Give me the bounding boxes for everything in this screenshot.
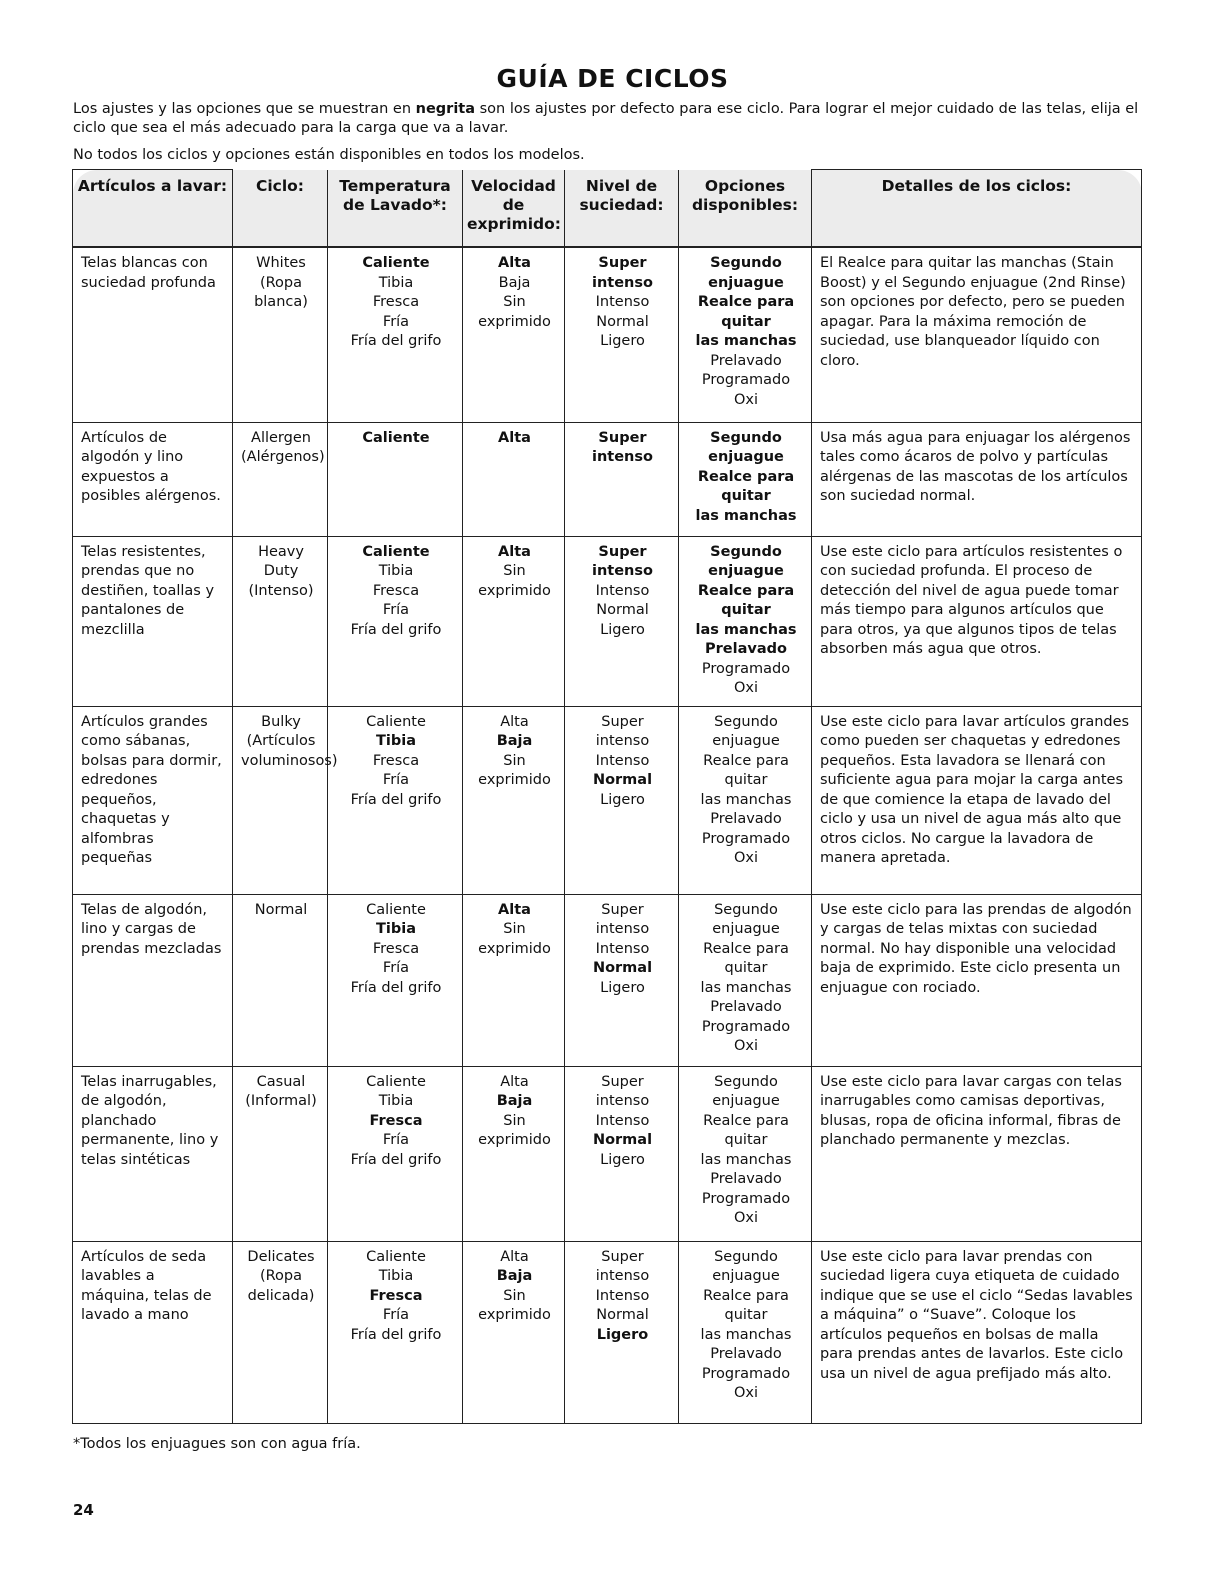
soil-level-value: intenso [592,274,653,291]
cell-soil-level [565,894,679,1066]
temperature-value: Fresca [372,582,420,599]
option-value: quitar [721,488,771,504]
cell-details: El Realce para quitar las manchas (Stain Boost) y el Segundo enjuague (2nd Rinse) son opciones por defecto, pero se pueden apagar. Para la máxima remoción de suciedad, use blanqueador líquido con cloro. [812,247,1142,422]
cell-details: Usa más agua para enjuagar los alérgenos tales como ácaros de polvo y partículas alérgenas de las mascotas de los artículos son suciedad normal. [812,422,1142,536]
option-value: Programado [701,372,791,388]
option-value: enjuague [712,1268,780,1284]
option-value: Prelavado [710,1171,782,1187]
option-value: Segundo [710,255,782,271]
table-row [73,894,1142,1066]
spin-speed-value: Sin [503,294,526,310]
temperature-value: Caliente [366,1248,426,1265]
temperature-value: Fresca [369,1287,423,1304]
spin-speed-value: Sin [503,921,526,937]
soil-level-value: intenso [595,733,650,749]
header-soil-level: Nivel de suciedad: [565,170,679,248]
cell-cycle [233,536,328,706]
cell-soil-level [565,1066,679,1241]
temperature-value: Fresca [372,752,420,769]
cycle-guide-table [72,169,1142,1424]
table-row [73,247,1142,422]
cell-spin-speed [463,247,565,422]
option-value: Segundo [714,1073,778,1090]
cell-temperature [328,894,463,1066]
intro-paragraph [73,100,1163,138]
spin-speed-value: Baja [496,1093,533,1109]
spin-speed-value: Alta [500,713,529,730]
cell-items: Artículos grandes como sábanas, bolsas para dormir, edredones pequeños, chaquetas y alfombras pequeñas [73,706,233,894]
cell-temperature [328,706,463,894]
option-value: Oxi [733,391,759,408]
temperature-value: Fresca [372,294,420,310]
temperature-value: Fría [382,960,410,976]
cell-cycle [233,247,328,422]
temperature-value: Tibia [376,733,416,749]
table-row [73,422,1142,536]
page-title: GUÍA DE CICLOS [496,64,729,93]
soil-level-value: intenso [595,921,650,937]
spin-speed-value: Alta [500,1073,529,1090]
option-value: Realce para [703,1287,789,1304]
header-items: Artículos a lavar: [73,170,233,248]
intro-bold-word: negrita [415,101,476,117]
cell-items: Telas inarrugables, de algodón, planchado permanente, lino y telas sintéticas [73,1066,233,1241]
soil-level-value: Intenso [595,940,650,957]
option-value: Realce para [697,582,795,599]
option-value: quitar [721,602,771,618]
spin-speed-value: Baja [496,733,533,749]
soil-level-value: Intenso [595,1112,650,1129]
header-temperature: Temperatura de Lavado*: [328,170,463,248]
cycle-name-line: (Ropa [259,274,303,291]
temperature-value: Fría [382,1307,410,1323]
cell-options [679,422,812,536]
soil-level-value: Normal [592,1132,653,1148]
spin-speed-value: Alta [498,255,531,271]
cell-cycle [233,422,328,536]
temperature-value: Fría del grifo [350,1151,442,1168]
option-value: enjuague [712,733,780,749]
table-row [73,1066,1142,1241]
soil-level-value: Normal [592,772,653,788]
soil-level-value: Super [601,1248,644,1265]
soil-level-value: Super [601,901,644,918]
cycle-name-line: Casual [256,1073,306,1090]
spin-speed-value: Alta [498,429,531,446]
spin-speed-value: exprimido [478,940,551,957]
cell-spin-speed [463,706,565,894]
cycle-name-line: Delicates [247,1248,315,1265]
spin-speed-value: exprimido [478,582,551,599]
intro-text [73,100,1163,165]
cycle-name-line: Whites [256,255,306,271]
temperature-value: Tibia [378,1268,414,1284]
temperature-value: Tibia [378,274,414,291]
cell-soil-level [565,422,679,536]
option-value: Programado [701,830,791,847]
cell-details: Use este ciclo para lavar artículos grandes como pueden ser chaquetas y edredones pequeños. Esta lavadora se llenará con suficiente agua para mojar la carga antes de que comience la etapa de lavado del ciclo y usa un nivel de agua más alto que otros ciclos. No cargue la lavadora de manera apretada. [812,706,1142,894]
option-value: las manchas [695,621,797,638]
option-value: Segundo [710,543,782,560]
cycle-name-line: (Artículos [246,733,316,749]
temperature-value: Caliente [366,1073,426,1090]
option-value: enjuague [708,449,784,465]
temperature-value: Fría del grifo [350,621,442,638]
cell-spin-speed [463,536,565,706]
option-value: las manchas [700,1151,792,1168]
option-value: quitar [724,1132,768,1148]
cycle-name-line: Bulky [261,713,301,730]
option-value: Prelavado [710,999,782,1015]
soil-level-value: Super [598,543,647,560]
temperature-value: Caliente [362,429,430,446]
option-value: Oxi [733,1038,759,1054]
cell-cycle [233,1241,328,1423]
temperature-value: Fría [382,1132,410,1148]
option-value: Segundo [714,901,778,918]
option-value: quitar [724,772,768,788]
table-row [73,706,1142,894]
soil-level-value: Ligero [596,1326,649,1343]
soil-level-value: intenso [595,1268,650,1284]
header-details: Detalles de los ciclos: [812,170,1142,248]
cell-details: Use este ciclo para artículos resistentes o con suciedad profunda. El proceso de detección del nivel de agua puede tomar más tiempo para algunos artículos que para otros, ya que algunos tipos de telas absorben más agua que otros. [812,536,1142,706]
option-value: Prelavado [710,352,782,369]
temperature-value: Fría del grifo [350,1326,442,1343]
option-value: las manchas [700,791,792,808]
cell-items: Telas resistentes, prendas que no destiñen, toallas y pantalones de mezclilla [73,536,233,706]
temperature-value: Tibia [376,921,416,937]
soil-level-value: Ligero [600,791,645,808]
option-value: Oxi [733,1385,759,1401]
soil-level-value: Intenso [595,1287,650,1304]
spin-speed-value: Alta [500,1248,529,1265]
soil-level-value: Super [601,1073,644,1090]
soil-level-value: Intenso [595,294,650,310]
option-value: Realce para [703,940,789,957]
cycle-name-line: Allergen [251,429,311,446]
cell-temperature [328,422,463,536]
cycle-name-line: blanca) [254,294,308,310]
option-value: Oxi [733,680,759,696]
temperature-value: Fría del grifo [350,791,442,808]
cell-spin-speed [463,894,565,1066]
option-value: Prelavado [710,1346,782,1362]
option-value: quitar [724,960,768,976]
option-value: Programado [701,1190,791,1207]
option-value: Realce para [697,294,795,310]
option-value: Programado [701,1018,791,1035]
cell-items: Artículos de algodón y lino expuestos a posibles alérgenos. [73,422,233,536]
cycle-name-line: (Alérgenos) [241,449,325,465]
cell-details: Use este ciclo para lavar cargas con telas inarrugables como camisas deportivas, blusas, ropa de oficina informal, fibras de planchado permanente y mezclas. [812,1066,1142,1241]
cell-temperature [328,1066,463,1241]
spin-speed-value: Baja [496,1268,533,1284]
cell-soil-level [565,706,679,894]
temperature-value: Fría del grifo [350,979,442,996]
soil-level-value: Ligero [600,333,645,349]
temperature-value: Fría [382,313,410,330]
option-value: enjuague [708,563,784,579]
cell-options [679,894,812,1066]
soil-level-value: Normal [596,602,649,618]
cycle-name-line: Duty [263,563,299,579]
cell-temperature [328,536,463,706]
option-value: Segundo [710,429,782,446]
spin-speed-value: exprimido [478,1307,551,1323]
soil-level-value: Super [598,429,647,446]
cell-options [679,247,812,422]
cycle-name-line: delicada) [247,1287,315,1304]
cell-spin-speed [463,1066,565,1241]
soil-level-value: intenso [592,449,653,465]
option-value: las manchas [695,507,797,524]
option-value: Programado [701,660,791,677]
intro-text-b: son los ajustes por defecto para ese ciclo. Para lograr el mejor cuidado de las telas, elija el ciclo que sea el más adecuado para la carga que va a lavar. [73,101,1139,136]
temperature-value: Caliente [366,901,426,918]
cycle-name-line: (Intenso) [248,582,314,599]
temperature-value: Fría del grifo [350,333,442,349]
spin-speed-value: Sin [503,563,526,579]
option-value: quitar [724,1307,768,1323]
cell-items: Telas de algodón, lino y cargas de prendas mezcladas [73,894,233,1066]
cell-cycle [233,1066,328,1241]
table-row [73,1241,1142,1423]
cell-temperature [328,247,463,422]
soil-level-value: Normal [596,313,649,330]
soil-level-value: Super [601,713,644,730]
soil-level-value: intenso [592,563,653,579]
option-value: enjuague [712,921,780,937]
temperature-value: Fresca [372,940,420,957]
availability-note: No todos los ciclos y opciones están disponibles en todos los modelos. [73,147,585,163]
spin-speed-value: exprimido [478,1132,551,1148]
option-value: Segundo [714,713,778,730]
cell-options [679,1066,812,1241]
cell-soil-level [565,536,679,706]
option-value: Oxi [733,1210,759,1226]
spin-speed-value: Baja [498,274,531,291]
cell-soil-level [565,1241,679,1423]
spin-speed-value: exprimido [478,772,551,788]
temperature-value: Fría [382,772,410,788]
option-value: las manchas [695,333,797,349]
cycle-name-line: voluminosos) [241,752,338,769]
option-value: Realce para [697,468,795,485]
header-options: Opciones disponibles: [679,170,812,248]
cell-temperature [328,1241,463,1423]
header-spin-speed: Velocidad de exprimido: [463,170,565,248]
soil-level-value: Ligero [600,1151,645,1168]
cell-spin-speed [463,422,565,536]
spin-speed-value: Sin [503,1112,526,1129]
temperature-value: Caliente [362,255,430,271]
option-value: Oxi [733,850,759,866]
temperature-value: Tibia [378,563,414,579]
option-value: Realce para [703,1112,789,1129]
option-value: Realce para [703,752,789,769]
spin-speed-value: exprimido [478,313,551,330]
option-value: enjuague [712,1093,780,1109]
soil-level-value: Ligero [600,621,645,638]
spin-speed-value: Alta [498,543,531,560]
temperature-value: Tibia [378,1093,414,1109]
soil-level-value: Normal [592,960,653,976]
temperature-value: Caliente [362,543,430,560]
temperature-value: Fría [382,602,410,618]
cell-spin-speed [463,1241,565,1423]
option-value: Prelavado [705,641,787,657]
cycle-name-line: (Ropa [259,1268,303,1284]
cell-soil-level [565,247,679,422]
table-row [73,536,1142,706]
option-value: las manchas [700,1326,792,1343]
cycle-name-line: (Informal) [245,1093,317,1109]
header-cycle: Ciclo: [233,170,328,248]
cell-options [679,706,812,894]
page-number: 24 [73,1501,94,1519]
option-value: enjuague [708,274,784,291]
cell-details: Use este ciclo para las prendas de algodón y cargas de telas mixtas con suciedad normal. No hay disponible una velocidad baja de exprimido. Este ciclo presenta un enjuague con rociado. [812,894,1142,1066]
soil-level-value: Normal [596,1307,649,1323]
soil-level-value: Super [598,255,647,271]
cell-cycle [233,706,338,894]
cell-options [679,1241,812,1423]
table-header-row [73,170,1142,248]
spin-speed-value: Alta [498,901,531,918]
soil-level-value: Intenso [595,582,650,599]
cell-items: Telas blancas con suciedad profunda [73,247,233,422]
cell-items: Artículos de seda lavables a máquina, telas de lavado a mano [73,1241,233,1423]
soil-level-value: Ligero [600,979,645,996]
option-value: las manchas [700,979,792,996]
cell-details: Use este ciclo para lavar prendas con suciedad ligera cuya etiqueta de cuidado indique que se use el ciclo “Sedas lavables a máquina” o “Suave”. Coloque los artículos pequeños en bolsas de malla para prendas antes de lavarlos. Este ciclo usa un nivel de agua prefijado más alto. [812,1241,1142,1423]
footnote: *Todos los enjuagues son con agua fría. [73,1436,361,1452]
spin-speed-value: Sin [503,752,526,769]
cell-cycle [233,894,328,1066]
temperature-value: Caliente [366,713,426,730]
option-value: quitar [721,313,771,330]
temperature-value: Fresca [369,1112,423,1129]
intro-text-a: Los ajustes y las opciones que se muestran en [73,101,416,117]
option-value: Programado [701,1365,791,1382]
cycle-name-line: Normal [254,901,308,918]
soil-level-value: intenso [595,1093,650,1109]
option-value: Segundo [714,1248,778,1265]
option-value: Prelavado [710,811,782,827]
cycle-name-line: Heavy [258,543,304,560]
cell-options [679,536,812,706]
soil-level-value: Intenso [595,752,650,769]
spin-speed-value: Sin [503,1287,526,1304]
